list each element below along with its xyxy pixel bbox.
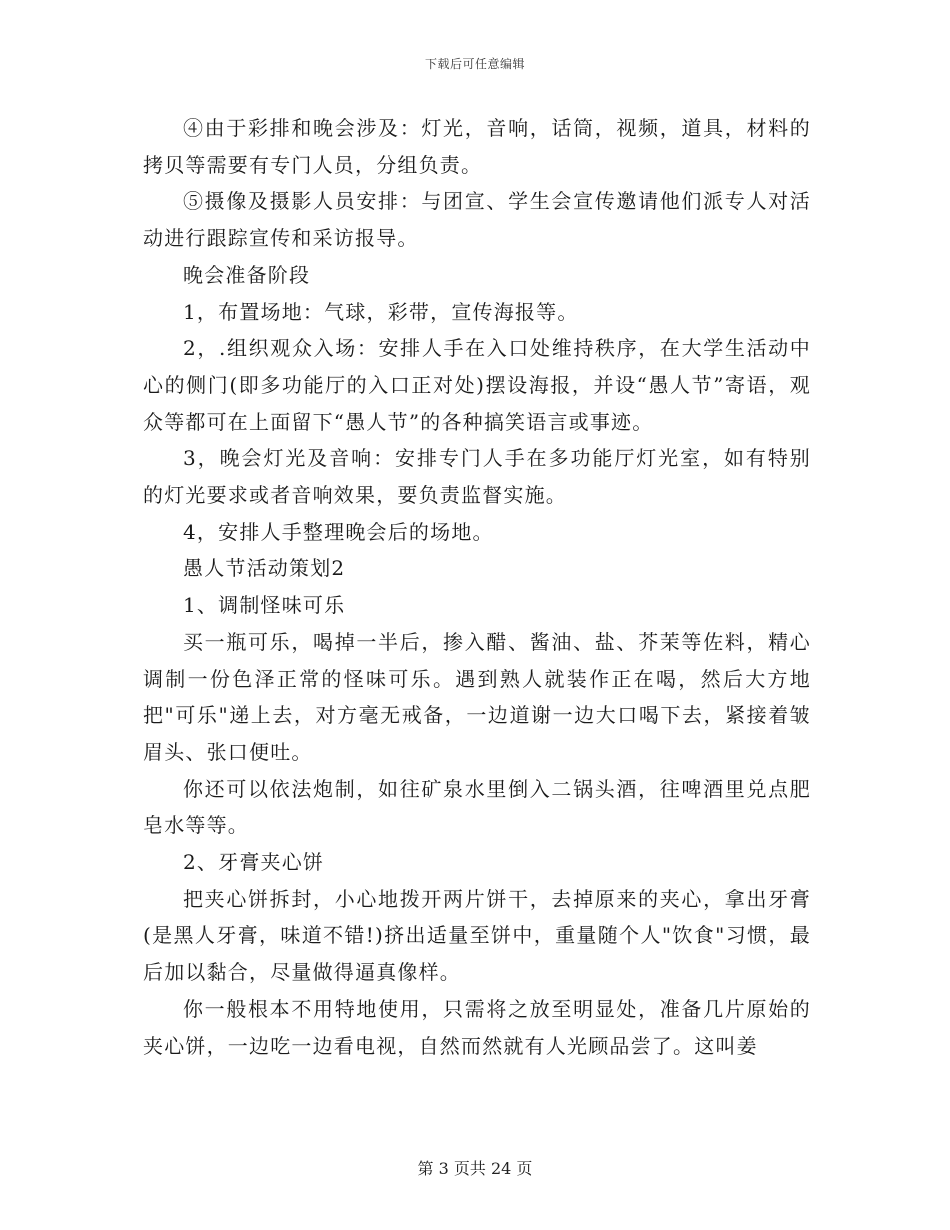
- body-text: [143, 110, 811, 1064]
- page-header: 下载后可任意编辑: [424, 57, 525, 71]
- paragraph-cola-method: 买一瓶可乐，喝掉一半后，掺入醋、酱油、盐、芥茉等佐料，精心调制一份色泽正常的怪味可乐。遇到熟人就装作正在喝，然后大方地把"可乐"递上去，对方毫无戒备，一边道谢一边大口喝下去，紧接着皱眉头、张口便吐。: [143, 629, 811, 764]
- paragraph-cookie-method: 把夹心饼拆封，小心地拨开两片饼干，去掉原来的夹心，拿出牙膏(是黑人牙膏，味道不错!)挤出适量至饼中，重量随个人"饮食"习惯，最后加以黏合，尽量做得逼真像样。: [143, 886, 811, 985]
- paragraph-equipment: ④由于彩排和晚会涉及：灯光，音响，话筒，视频，道具，材料的拷贝等需要有专门人员，分组负责。: [143, 116, 811, 177]
- paragraph-cookie-usage: 你一般根本不用特地使用，只需将之放至明显处，准备几片原始的夹心饼，一边吃一边看电视，自然而然就有人光顾品尝了。这叫姜: [143, 996, 811, 1058]
- page-footer: 第 3 页共 24 页: [417, 1159, 533, 1178]
- paragraph-cleanup: 4，安排人手整理晚会后的场地。: [183, 519, 494, 544]
- paragraph-lighting-audio: 3，晚会灯光及音响：安排专门人手在多功能厅灯光室，如有特别的灯光要求或者音响效果，要负责监督实施。: [143, 446, 811, 508]
- paragraph-audience-entry: 2，.组织观众入场：安排人手在入口处维持秩序，在大学生活动中心的侧门(即多功能厅的入口正对处)摆设海报，并设“愚人节”寄语，观众等都可在上面留下“愚人节”的各种搞笑语言或事迹。: [143, 336, 811, 434]
- paragraph-photography: ⑤摄像及摄影人员安排：与团宣、学生会宣传邀请他们派专人对活动进行跟踪宣传和采访报导。: [143, 189, 811, 251]
- section-heading-preparation: 晚会准备阶段: [183, 262, 311, 287]
- paragraph-venue-setup: 1，布置场地：气球，彩带，宣传海报等。: [183, 299, 579, 324]
- subheading-toothpaste-cookie: 2、牙膏夹心饼: [183, 850, 325, 875]
- section-heading-plan-2: 愚人节活动策划2: [183, 556, 346, 581]
- subheading-cola: 1、调制怪味可乐: [183, 593, 346, 618]
- paragraph-cola-variation: 你还可以依法炮制，如往矿泉水里倒入二锅头酒，往啤酒里兑点肥皂水等等。: [143, 776, 811, 838]
